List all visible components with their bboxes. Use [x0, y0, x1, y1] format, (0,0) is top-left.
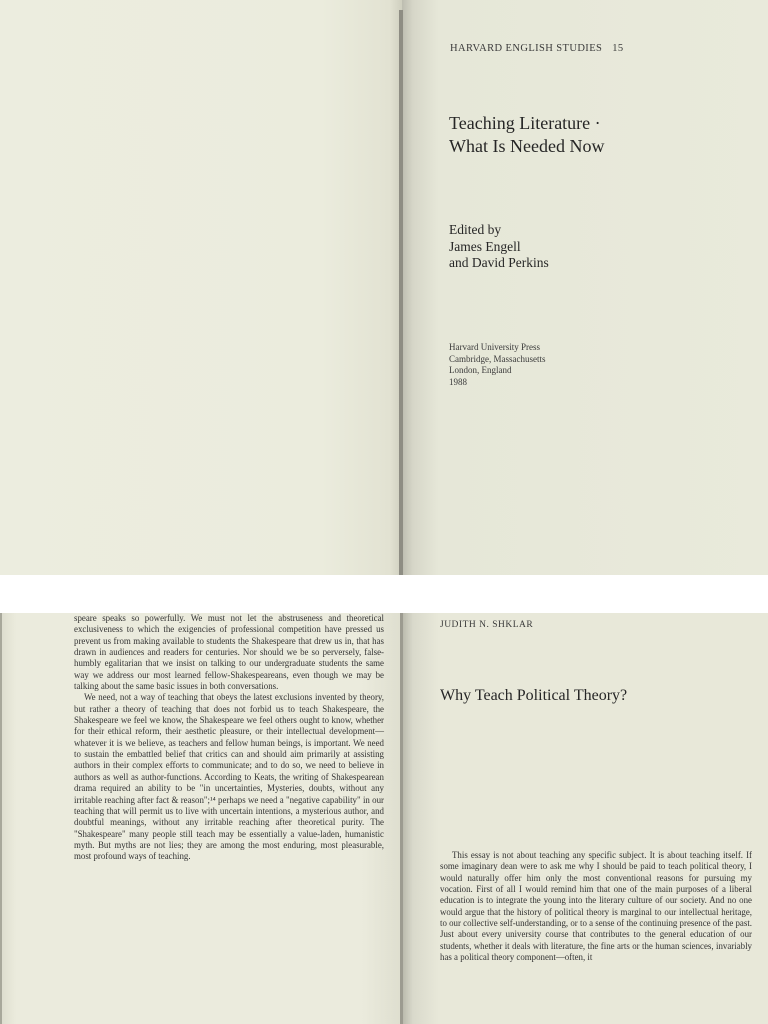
- chapter-opening-page: [402, 613, 768, 1024]
- publisher-block: [449, 342, 545, 388]
- editor-name-1: James Engell: [449, 238, 521, 254]
- text-page-left: [0, 613, 402, 1024]
- edited-by-label: Edited by: [449, 222, 502, 237]
- book-title-line-1: Teaching Literature ·: [449, 113, 601, 133]
- publisher-name: Harvard University Press: [449, 342, 540, 352]
- left-page-body: [74, 613, 384, 863]
- blank-left-page: [0, 0, 402, 575]
- publication-year: 1988: [449, 376, 467, 387]
- publisher-city-1: Cambridge, Massachusetts: [449, 353, 546, 364]
- chapter-body: [440, 850, 752, 963]
- book-title-line-2: What Is Needed Now: [449, 136, 605, 156]
- book-gutter: [400, 613, 403, 1024]
- editors-block: [449, 222, 549, 272]
- chapter-title: Why Teach Political Theory?: [440, 687, 628, 704]
- book-title: [449, 112, 604, 158]
- series-title: HARVARD ENGLISH STUDIES: [450, 43, 603, 54]
- body-paragraph: We need, not a way of teaching that obeys the latest exclusions invented by theory, but rather a theory of teaching that does not forbid us to teach Shakespeare, the Shakespeare we feel we know, the Shakespeare we feel others ought to know, whether for their ethical reform, their aesthetic pleasure, or their intellectual development—whatever it is we believe, as teachers and fellow human beings, is important. We need to sustain the embattled belief that critics can and should aim primarily at assisting authors in their complex efforts to communicate; and to do so, we need to believe in authors as well as author-functions. According to Keats, the writing of Shakespearean drama required an ability to be "in uncertainties, Mysteries, doubts, without any irritable reaching after fact & reason";¹⁴ perhaps we need a "negative capability" in our teaching that will permit us to live with uncertain intentions, a mysterious author, and doubtful meanings, without any irritable reaching after theoretical purity. The "Shakespeare" many people still teach may be essentially a value-laden, humanistic myth. But myths are not lies; they are among the most enduring, most pleasurable, most profound ways of teaching.: [74, 692, 384, 862]
- publisher-city-2: London, England: [449, 365, 512, 375]
- running-head: [450, 43, 624, 54]
- chapter-author: JUDITH N. SHKLAR: [440, 620, 534, 630]
- body-paragraph: This essay is not about teaching any specific subject. It is about teaching itself. If some imaginary dean were to ask me why I should be paid to teach political theory, I would naturally offer him only the most conventional reasons for pursuing my vocation. First of all I would remind him that one of the main purposes of a liberal education is to integrate the young into the literary culture of our society. And no one would argue that the history of political theory is marginal to our intellectual heritage, to our collective self-understanding, or to a sense of the continuing presence of the past. Just about every university course that contributes to the general education of our students, whether it deals with literature, the fine arts or the human sciences, invariably has a political theory component—often, it: [440, 850, 753, 963]
- page-number: 15: [612, 43, 624, 54]
- book-gutter: [399, 10, 403, 575]
- body-paragraph: speare speaks so powerfully. We must not let the abstruseness and theoretical exclusiveness to which the exigencies of professional competition have pressed us prevent us from making available to students the Shakespeare that drew us in, that has drawn in audiences and readers for centuries. Nor should we be so perversely, false-humbly egalitarian that we insist on talking to our undergraduate students the same way we address our most learned fellow-Shakespeareans, even though we may be talking about the same basic issues in both conversations.: [74, 613, 384, 692]
- bottom-spread: [0, 613, 768, 1024]
- editor-name-2: and David Perkins: [449, 255, 549, 270]
- page-edge: [0, 613, 2, 1024]
- title-page: [402, 0, 768, 575]
